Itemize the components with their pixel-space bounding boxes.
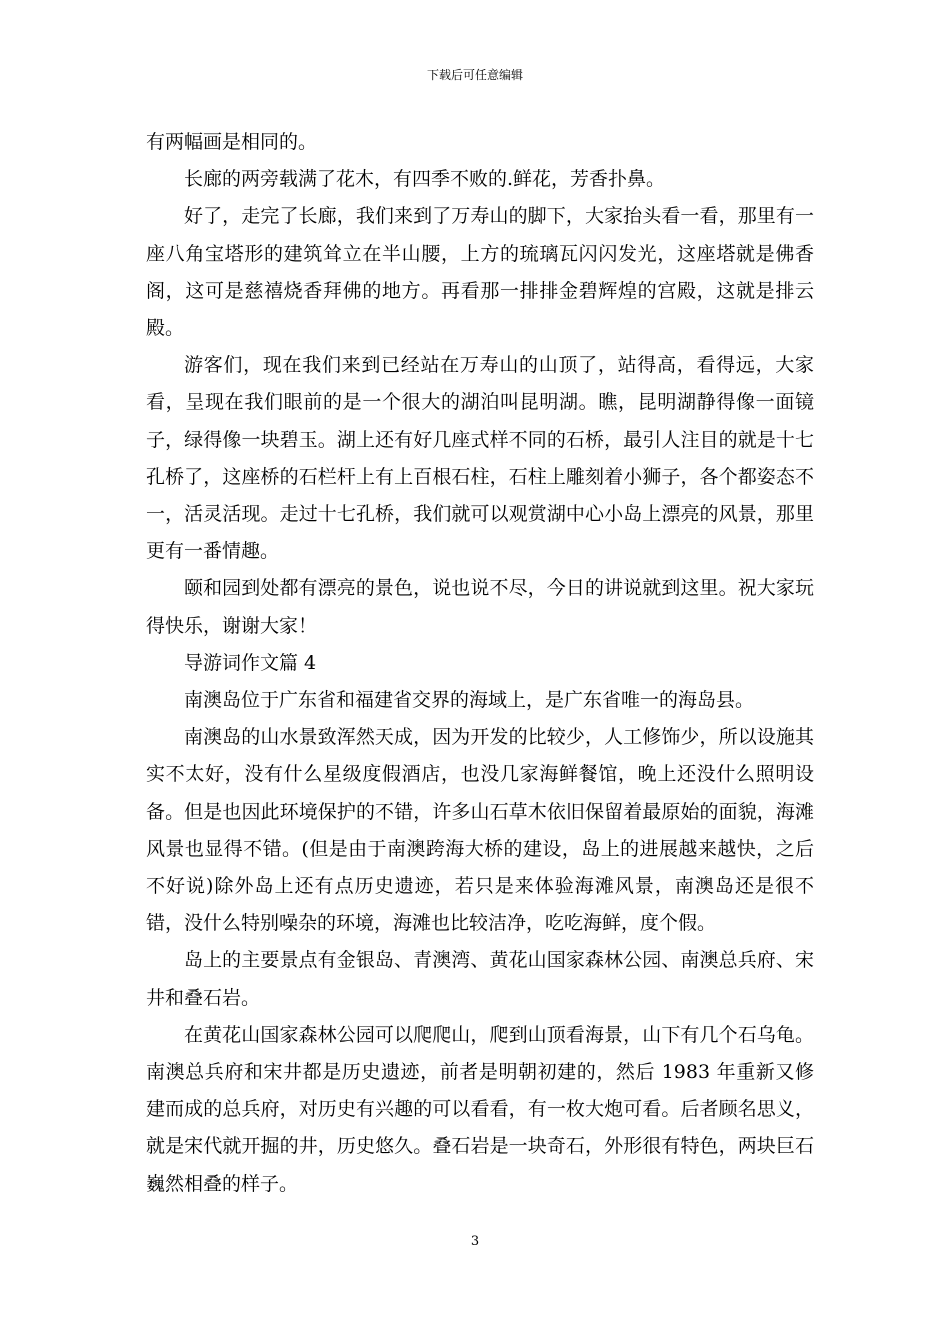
paragraph-8: 南澳岛的山水景致浑然天成，因为开发的比较少，人工修饰少，所以设施其实不太好，没有什么星级度假酒店，也没几家海鲜餐馆，晚上还没什么照明设备。但是也因此环境保护的不错，许多山石草木依旧保留着最原始的面貌，海滩风景也显得不错。(但是由于南澳跨海大桥的建设，岛上的进展越来越快，之后不好说)除外岛上还有点历史遗迹，若只是来体验海滩风景，南澳岛还是很不错，没什么特别噪杂的环境，海滩也比较洁净，吃吃海鲜，度个假。 xyxy=(146,726,814,935)
paragraph-1: 有两幅画是相同的。 xyxy=(146,131,318,153)
paragraph-2: 长廊的两旁载满了花木，有四季不败的.鲜花，芳香扑鼻。 xyxy=(184,168,666,191)
paragraph-4: 游客们，现在我们来到已经站在万寿山的山顶了，站得高，看得远，大家看，呈现在我们眼前的是一个很大的湖泊叫昆明湖。瞧，昆明湖静得像一面镜子，绿得像一块碧玉。湖上还有好几座式样不同的石桥，最引人注目的就是十七孔桥了，这座桥的石栏杆上有上百根石柱，石柱上雕刻着小狮子，各个都姿态不一，活灵活现。走过十七孔桥，我们就可以观赏湖中心小岛上漂亮的风景，那里更有一番情趣。 xyxy=(146,354,814,563)
paragraph-5: 颐和园到处都有漂亮的景色，说也说不尽，今日的讲说就到这里。祝大家玩得快乐，谢谢大家！ xyxy=(146,577,814,637)
document-body xyxy=(146,124,814,1203)
page-number: 3 xyxy=(470,1234,480,1249)
section-heading: 导游词作文篇 4 xyxy=(184,651,317,674)
page-header: 下载后可任意编辑 xyxy=(426,68,523,82)
paragraph-10: 在黄花山国家森林公园可以爬爬山，爬到山顶看海景，山下有几个石乌龟。南澳总兵府和宋井都是历史遗迹，前者是明朝初建的，然后 1983 年重新又修建而成的总兵府，对历史有兴趣的可以看看，有一枚大炮可看。后者顾名思义，就是宋代就开掘的井，历史悠久。叠石岩是一块奇石，外形很有特色，两块巨石巍然相叠的样子。 xyxy=(146,1023,814,1195)
paragraph-9: 岛上的主要景点有金银岛、青澳湾、黄花山国家森林公园、南澳总兵府、宋井和叠石岩。 xyxy=(146,949,814,1009)
paragraph-3: 好了，走完了长廊，我们来到了万寿山的脚下，大家抬头看一看，那里有一座八角宝塔形的建筑耸立在半山腰，上方的琉璃瓦闪闪发光，这座塔就是佛香阁，这可是慈禧烧香拜佛的地方。再看那一排排金碧辉煌的宫殿，这就是排云殿。 xyxy=(146,205,814,340)
paragraph-7: 南澳岛位于广东省和福建省交界的海域上，是广东省唯一的海岛县。 xyxy=(184,689,755,712)
